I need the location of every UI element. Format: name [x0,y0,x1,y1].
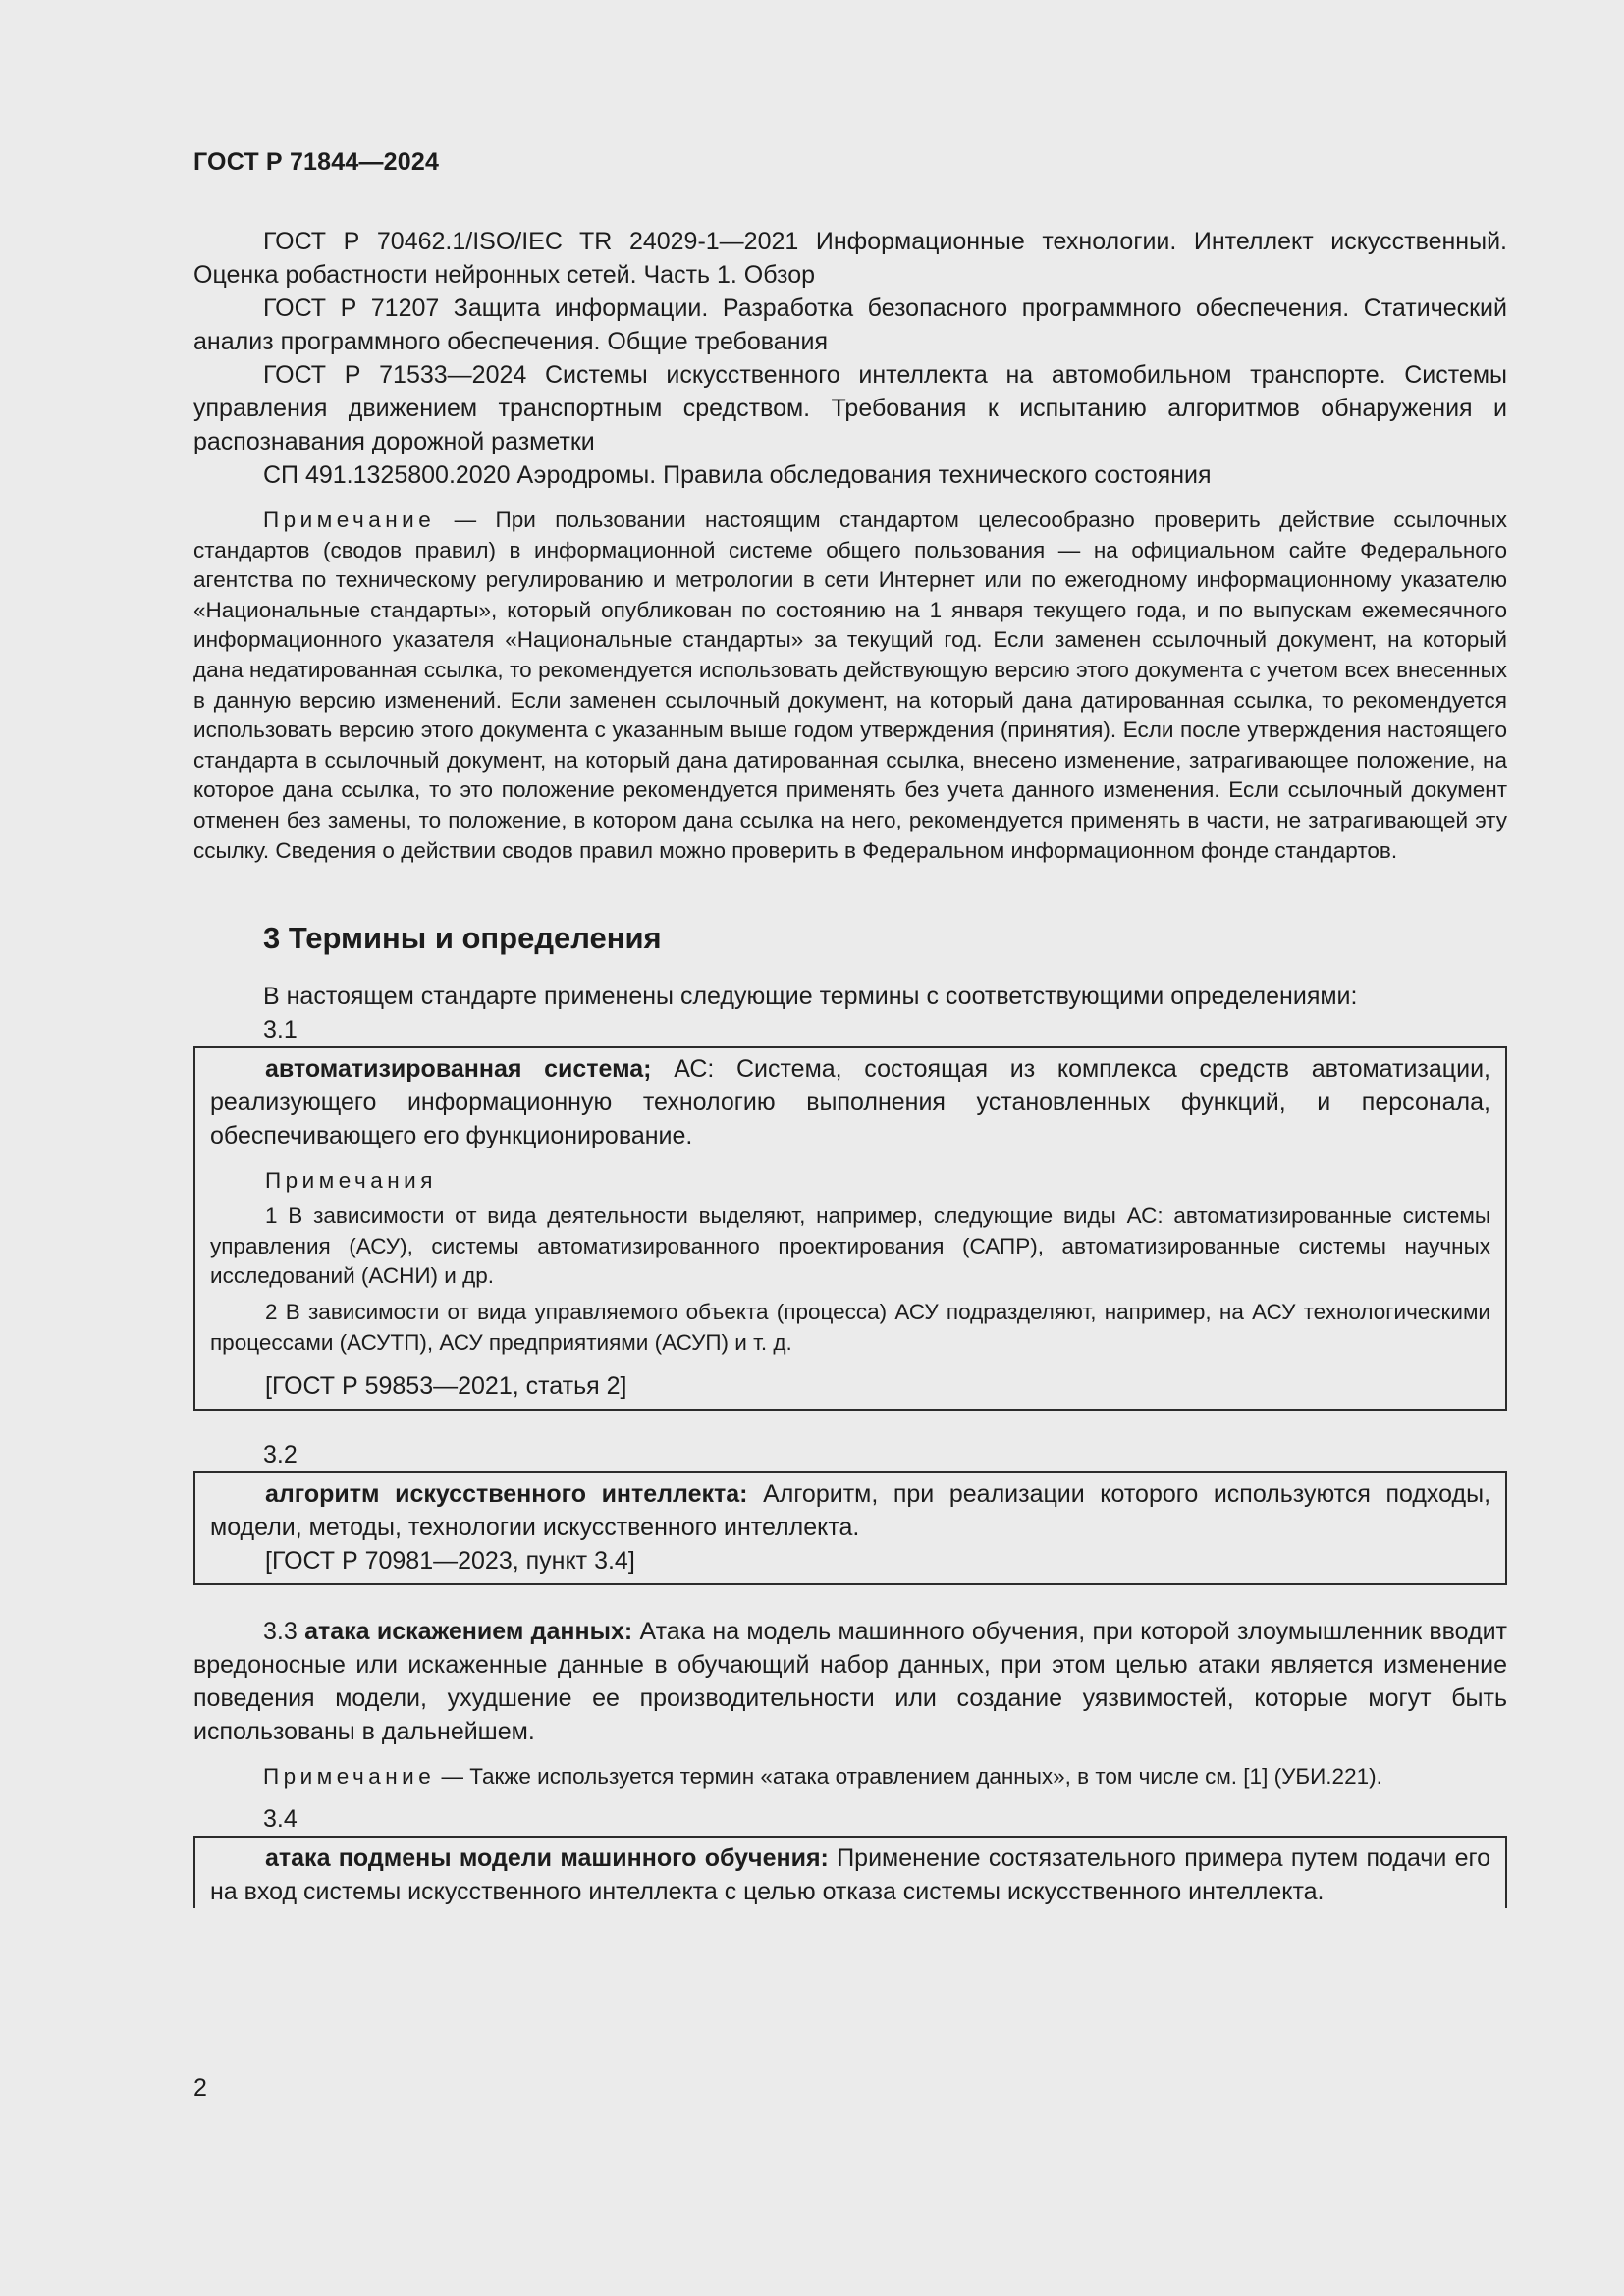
term-box-3-2 [193,1471,1507,1585]
term-definition [210,1477,1490,1544]
term-source: [ГОСТ Р 70981—2023, пункт 3.4] [265,1547,635,1575]
reference-item: ГОСТ Р 71533—2024 Системы искусственного интеллекта на автомобильном транспорте. Системы управления движением транспортным средством. Требования к испытанию алгоритмов обнаружения и распознавания дорожной разметки [193,361,1507,455]
reference-item: ГОСТ Р 70462.1/ISO/IEC TR 24029-1—2021 Информационные технологии. Интеллект искусственный. Оценка робастности нейронных сетей. Часть 1. Обзор [193,228,1507,289]
page-number: 2 [193,2074,207,2102]
term-number: 3.1 [263,1016,298,1044]
term-name: автоматизированная система; [265,1055,652,1084]
term-number: 3.2 [263,1441,298,1469]
term-3-3 [193,1615,1507,1748]
term-name: алгоритм искусственного интеллекта: [265,1480,748,1509]
term-name: атака подмены модели машинного обучения: [265,1843,829,1872]
term-notes-heading: Примечания [265,1168,437,1194]
note-label: Примечание [263,507,436,532]
section-intro: В настоящем стандарте применены следующие термины с соответствующими определениями: [263,983,1358,1011]
term-definition [210,1842,1490,1908]
note-label: Примечание [263,1764,436,1789]
term-definition-text: Применение состязательного примера путем подачи его на вход системы искусственного интеллекта с целью отказа системы искусственного интеллекта. [210,1843,1491,1905]
term-name: атака искажением данных: [304,1618,633,1646]
document-header-code: ГОСТ Р 71844—2024 [193,148,440,176]
term-number: 3.3 [263,1618,305,1646]
term-box-3-1 [193,1046,1507,1411]
note-text: — При пользовании настоящим стандартом целесообразно проверить действие ссылочных стандартов (сводов правил) в информационной системе общего пользования — на официальном сайте Федерального агентства по техническому регулированию и метрологии в сети Интернет или по ежегодному информационному указателю «Национальные стандарты», который опубликован по состоянию на 1 января текущего года, и по выпускам ежемесячного информационного указателя «Национальные стандарты» за текущий год. Если заменен ссылочный документ, на который дана недатированная ссылка, то рекомендуется использовать действующую версию этого документа с учетом всех внесенных в данную версию изменений. Если заменен ссылочный документ, на который дана датированная ссылка, то рекомендуется использовать версию этого документа с указанным выше годом утверждения (принятия). Если после утверждения настоящего стандарта в ссылочный документ, на который дана датированная ссылка, внесено изменение, затрагивающее положение, на которое дана ссылка, то это положение рекомендуется применять без учета данного изменения. Если ссылочный документ отменен без замены, то положение, в котором дана ссылка на него, рекомендуется применять в части, не затрагивающей эту ссылку. Сведения о действии сводов правил можно проверить в Федеральном информационном фонде стандартов. [193,507,1507,863]
section-title: 3 Термины и определения [263,921,662,956]
term-definition-text: АС: Система, состоящая из комплекса средств автоматизации, реализующего информационную технологию выполнения установленных функций, и персонала, обеспечивающего его функционирование. [210,1055,1490,1150]
term-definition-text: Алгоритм, при реализации которого используются подходы, модели, методы, технологии искусственного интеллекта. [210,1480,1491,1542]
references-note [193,506,1507,866]
term-note [193,1762,1507,1792]
term-source: [ГОСТ Р 59853—2021, статья 2] [265,1372,627,1401]
term-definition-text: Атака на модель машинного обучения, при которой злоумышленник вводит вредоносные или искаженные данные в обучающий набор данных, при этом целью атаки является изменение поведения модели, ухудшение ее производительности или создание уязвимостей, которые могут быть использованы в дальнейшем. [193,1618,1508,1746]
term-note: 2 В зависимости от вида управляемого объекта (процесса) АСУ подразделяют, например, на АСУ технологическими процессами (АСУТП), АСУ предприятиями (АСУП) и т. д. [210,1299,1490,1355]
term-definition [210,1052,1490,1152]
term-box-3-4 [193,1836,1507,1908]
reference-item: СП 491.1325800.2020 Аэродромы. Правила обследования технического состояния [263,461,1212,489]
term-number: 3.4 [263,1804,298,1833]
page-content [193,225,1507,1908]
reference-item: ГОСТ Р 71207 Защита информации. Разработка безопасного программного обеспечения. Статический анализ программного обеспечения. Общие требования [193,294,1507,355]
term-note: 1 В зависимости от вида деятельности выделяют, например, следующие виды АС: автоматизированные системы управления (АСУ), системы автоматизированного проектирования (САПР), автоматизированные системы научных исследований (АСНИ) и др. [210,1203,1490,1289]
note-text: — Также используется термин «атака отравлением данных», в том числе см. [1] (УБИ.221). [435,1764,1382,1789]
